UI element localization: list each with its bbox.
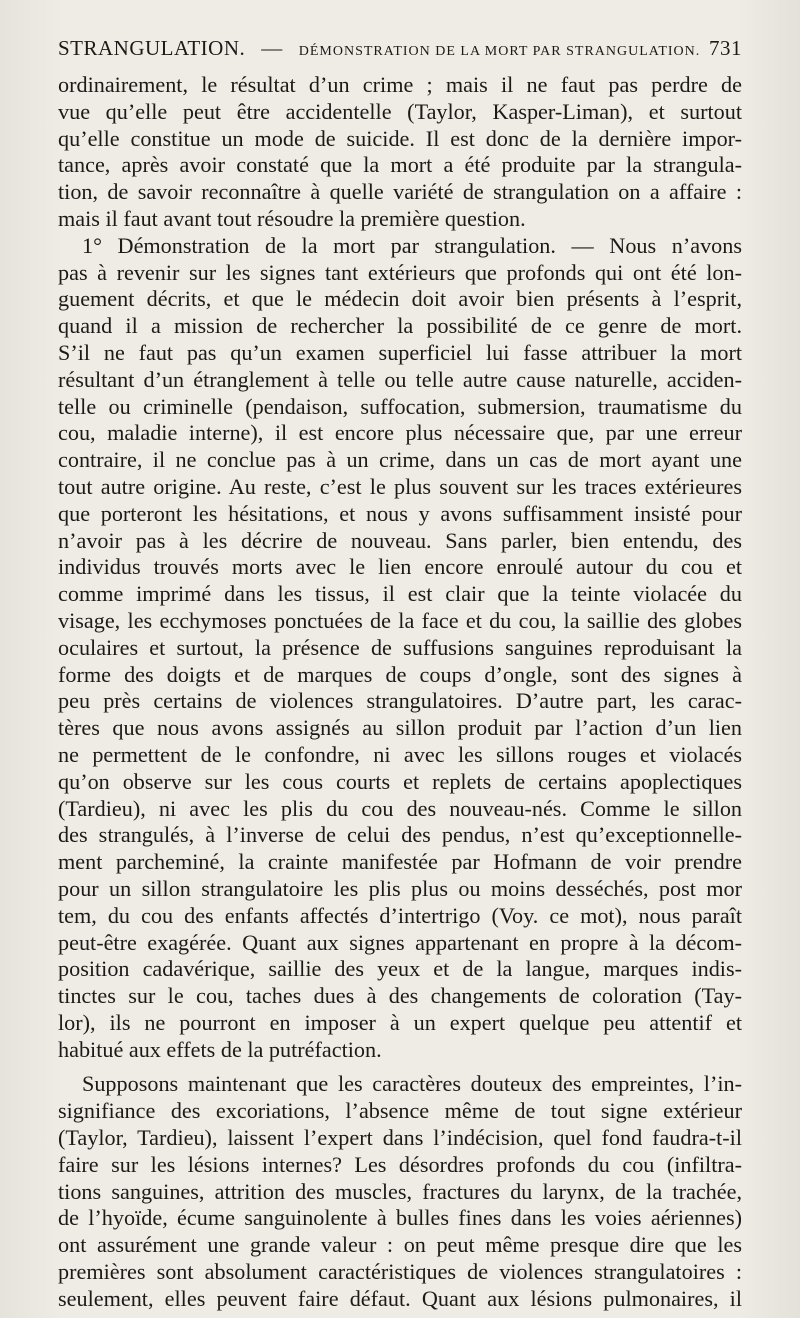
text-line: pas à revenir sur les signes tant extérieurs que profonds qui ont été lon- <box>58 259 742 285</box>
text-line: des strangulés, à l’inverse de celui des pendus, n’est qu’exceptionnelle- <box>58 822 742 848</box>
text-line: forme des doigts et de marques de coups d’ongle, sont des signes à <box>58 661 742 687</box>
text-line: faire sur les lésions internes? Les désordres profonds du cou (infiltra- <box>58 1151 742 1177</box>
text-line: seulement, elles peuvent faire défaut. Quant aux lésions pulmonaires, il <box>58 1285 742 1311</box>
text-line: S’il ne faut pas qu’un examen superficiel lui fasse attribuer la mort <box>58 339 742 365</box>
text-line: position cadavérique, saillie des yeux et de la langue, marques indis- <box>58 956 742 982</box>
text-line: cou, maladie interne), il est encore plus nécessaire que, par une erreur <box>58 420 742 446</box>
text-line: quand il a mission de rechercher la possibilité de ce genre de mort. <box>58 313 742 339</box>
text-line: tem, du cou des enfants affectés d’intertrigo (Voy. ce mot), nous paraît <box>58 902 742 928</box>
text-line: pour un sillon strangulatoire les plis plus ou moins desséchés, post mor <box>58 875 742 901</box>
text-line: tion, de savoir reconnaître à quelle variété de strangulation on a affaire : <box>58 179 742 205</box>
text-line: 1° Démonstration de la mort par strangulation. — Nous n’avons <box>82 232 742 258</box>
text-line: ment parcheminé, la crainte manifestée par Hofmann de voir prendre <box>58 849 742 875</box>
text-line: ne permettent de le confondre, ni avec les sillons rouges et violacés <box>58 741 742 767</box>
text-line: tères que nous avons assignés au sillon produit par l’action d’un lien <box>58 715 742 741</box>
text-line: tout autre origine. Au reste, c’est le plus souvent sur les traces extérieures <box>58 473 742 499</box>
text-line: vue qu’elle peut être accidentelle (Taylor, Kasper-Liman), et surtout <box>58 98 742 124</box>
body-text <box>58 72 742 1313</box>
paragraph-3 <box>58 1071 742 1312</box>
text-line: tance, après avoir constaté que la mort a été produite par la strangula- <box>58 152 742 178</box>
running-header <box>58 36 742 61</box>
text-line: visage, les ecchymoses ponctuées de la face et du cou, la saillie des globes <box>58 607 742 633</box>
header-left <box>58 36 700 61</box>
text-line: habitué aux effets de la putréfaction. <box>58 1036 382 1062</box>
header-subtitle: DÉMONSTRATION DE LA MORT PAR STRANGULATION. <box>298 44 701 59</box>
header-title: STRANGULATION. <box>58 36 246 60</box>
text-line: lor), ils ne pourront en imposer à un expert quelque peu attentif et <box>58 1009 742 1035</box>
text-line: telle ou criminelle (pendaison, suffocation, submersion, traumatisme du <box>58 393 742 419</box>
paragraph-2 <box>58 233 742 1064</box>
paragraph-1 <box>58 72 742 233</box>
page-number: 731 <box>709 36 742 60</box>
text-line: oculaires et surtout, la présence de suffusions sanguines reproduisant la <box>58 634 742 660</box>
text-line: premières sont absolument caractéristiques de violences strangulatoires : <box>58 1259 742 1285</box>
text-line: qu’elle constitue un mode de suicide. Il est donc de la dernière impor- <box>58 125 742 151</box>
text-line: (Tardieu), ni avec les plis du cou des nouveau-nés. Comme le sillon <box>58 795 742 821</box>
text-line: tinctes sur le cou, taches dues à des changements de coloration (Tay- <box>58 983 742 1009</box>
text-line: signifiance des excoriations, l’absence même de tout signe extérieur <box>58 1098 742 1124</box>
text-line: n’avoir pas à les décrire de nouveau. Sans parler, bien entendu, des <box>58 527 742 553</box>
text-line: comme imprimé dans les tissus, il est clair que la teinte violacée du <box>58 581 742 607</box>
text-line: qu’on observe sur les cous courts et replets de certains apoplectiques <box>58 768 742 794</box>
text-line: peu près certains de violences strangulatoires. D’autre part, les carac- <box>58 688 742 714</box>
text-line: ordinairement, le résultat d’un crime ; mais il ne faut pas perdre de <box>58 72 742 97</box>
text-line: contraire, il ne conclue pas à un crime, dans un cas de mort ayant une <box>58 447 742 473</box>
text-line: tions sanguines, attrition des muscles, fractures du larynx, de la trachée, <box>58 1178 742 1204</box>
text-line: que porteront les hésitations, et nous y avons suffisamment insisté pour <box>58 500 742 526</box>
text-line: guement décrits, et que le médecin doit avoir bien présents à l’esprit, <box>58 286 742 312</box>
paragraph-gap <box>58 1063 742 1071</box>
text-line: (Taylor, Tardieu), laissent l’expert dans l’indécision, quel fond faudra-t-il <box>58 1125 742 1151</box>
text-line: mais il faut avant tout résoudre la première question. <box>58 205 526 231</box>
text-line: résultant d’un étranglement à telle ou telle autre cause naturelle, acciden- <box>58 366 742 392</box>
header-dash: — <box>261 36 283 60</box>
text-line: Supposons maintenant que les caractères douteux des empreintes, l’in- <box>82 1071 742 1097</box>
text-line: de l’hyoïde, écume sanguinolente à bulles fines dans les voies aériennes) <box>58 1205 742 1231</box>
text-line: peut-être exagérée. Quant aux signes appartenant en propre à la décom- <box>58 929 742 955</box>
text-line: ont assurément une grande valeur : on peut même presque dire que les <box>58 1232 742 1258</box>
text-line: individus trouvés morts avec le lien encore enroulé autour du cou et <box>58 554 742 580</box>
